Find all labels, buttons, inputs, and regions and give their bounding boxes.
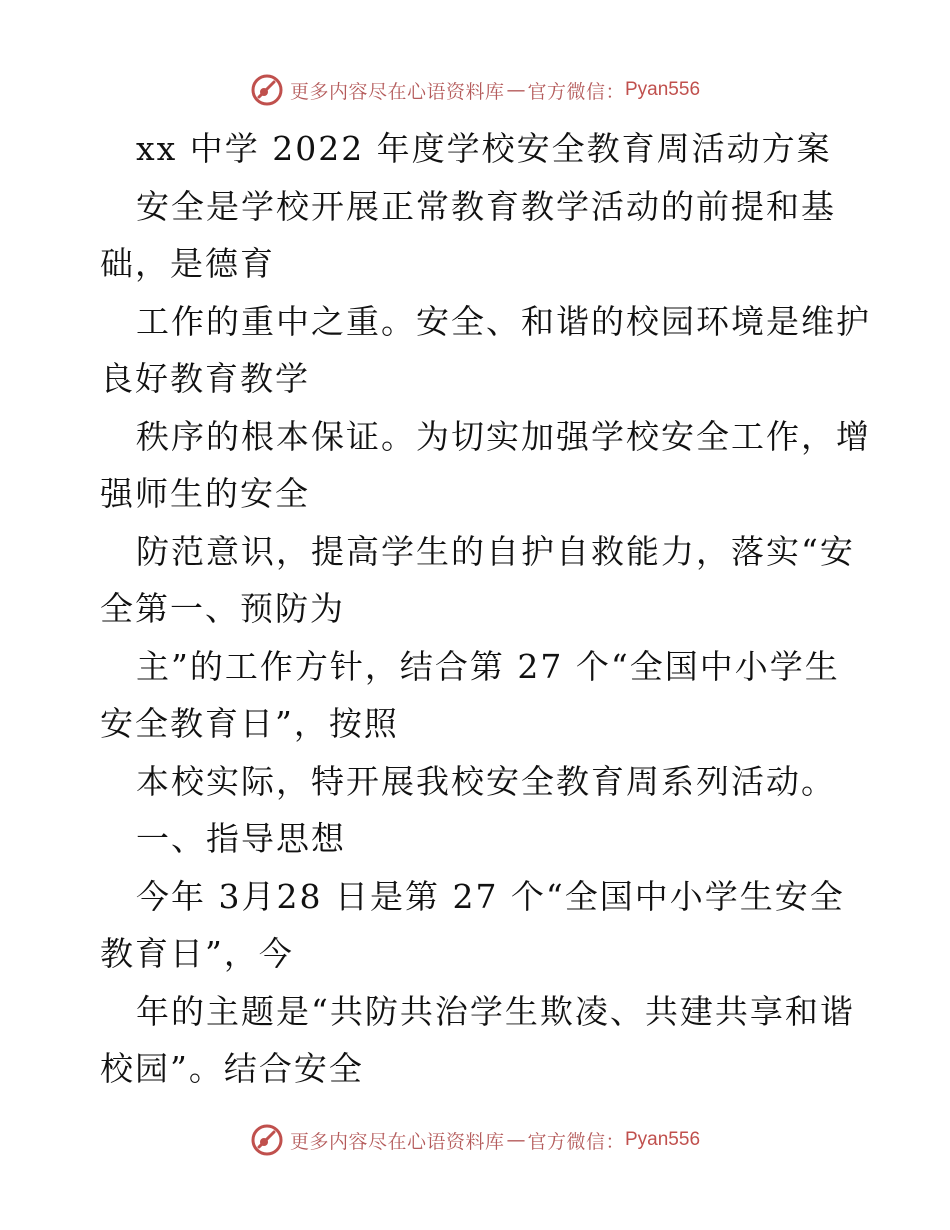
paragraph-line: 础，是德育 xyxy=(100,244,275,283)
paragraph-line: 本校实际，特开展我校安全教育周系列活动。 xyxy=(136,761,836,801)
paragraph-line: 安全教育日”，按照 xyxy=(100,704,399,743)
paragraph-line: 安全是学校开展正常教育教学活动的前提和基 xyxy=(136,186,836,226)
watermark-wechat-id: Pyan556 xyxy=(625,79,701,100)
watermark-separator: — xyxy=(506,79,526,101)
paragraph-line: 工作的重中之重。安全、和谐的校园环境是维护 xyxy=(136,301,871,341)
paragraph-line: 教育日”，今 xyxy=(100,934,294,973)
paragraph-line: 年的主题是“共防共治学生欺凌、共建共享和谐 xyxy=(136,991,855,1031)
paragraph-line: 全第一、预防为 xyxy=(100,589,345,628)
watermark-text: 更多内容尽在心语资料库 xyxy=(289,80,505,103)
header-watermark xyxy=(0,70,950,110)
watermark-separator: — xyxy=(506,1129,526,1151)
paragraph-line: 良好教育教学 xyxy=(100,359,310,398)
footer-watermark xyxy=(0,1120,950,1160)
seal-logo-icon xyxy=(250,73,284,107)
paragraph-line: 秩序的根本保证。为切实加强学校安全工作，增 xyxy=(136,416,871,456)
watermark-text: 更多内容尽在心语资料库 xyxy=(289,1130,505,1153)
watermark-wechat-id: Pyan556 xyxy=(625,1129,701,1150)
watermark-wechat-label: 官方微信： xyxy=(527,80,625,103)
paragraph-line: 强师生的安全 xyxy=(100,474,310,513)
paragraph-line: 校园”。结合安全 xyxy=(100,1049,364,1088)
document-title: xx 中学 2022 年度学校安全教育周活动方案 xyxy=(136,129,832,168)
paragraph-line: 防范意识，提高学生的自护自救能力，落实“安 xyxy=(136,531,855,571)
section-heading: 一、指导思想 xyxy=(136,819,346,858)
document-body xyxy=(100,120,871,1098)
paragraph-line: 主”的工作方针，结合第 27 个“全国中小学生 xyxy=(136,646,840,686)
seal-logo-icon xyxy=(250,1123,284,1157)
paragraph-line: 今年 3月28 日是第 27 个“全国中小学生安全 xyxy=(136,876,845,916)
watermark-wechat-label: 官方微信： xyxy=(527,1130,625,1153)
